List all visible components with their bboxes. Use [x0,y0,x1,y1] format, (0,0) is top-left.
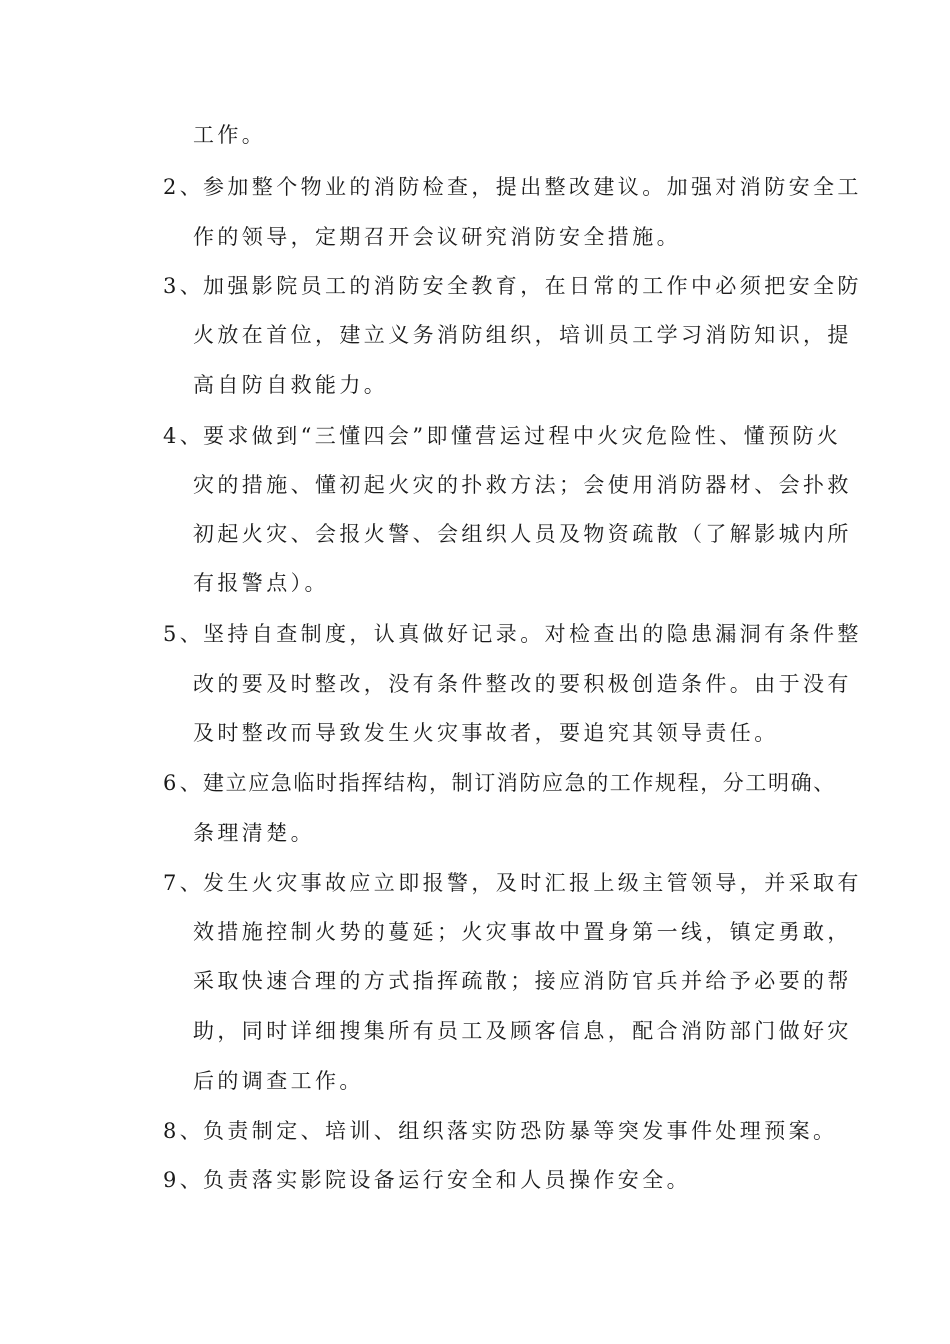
item-text-line: 及时整改而导致发生火灾事故者，要追究其领导责任。 [193,721,779,745]
item-text-line: 改的要及时整改，没有条件整改的要积极创造条件。由于没有 [193,672,852,696]
item-text-line: 初起火灾、会报火警、会组织人员及物资疏散（了解影城内所 [193,522,852,546]
item-text-line: 建立应急临时指挥结构，制订消防应急的工作规程，分工明确、 [203,771,836,795]
item-text-line: 参加整个物业的消防检查，提出整改建议。加强对消防安全工 [203,175,862,199]
item-text-line: 发生火灾事故应立即报警，及时汇报上级主管领导，并采取有 [203,871,862,895]
item-text-line: 要求做到“三懂四会”即懂营运过程中火灾危险性、懂预防火 [203,424,842,448]
item-text-line: 灾的措施、懂初起火灾的扑救方法；会使用消防器材、会扑救 [193,473,852,497]
item-number: 5、 [163,622,205,646]
item-number: 4、 [163,424,205,448]
item-number: 3、 [163,274,205,298]
item-number: 2、 [163,175,205,199]
item-text-line: 高自防自救能力。 [193,373,389,397]
item-text-line: 加强影院员工的消防安全教育，在日常的工作中必须把安全防 [203,274,862,298]
item-text-line: 有报警点）。 [193,571,329,595]
item-text-line: 负责落实影院设备运行安全和人员操作安全。 [203,1168,691,1192]
item-text-line: 后的调查工作。 [193,1069,364,1093]
item-number: 6、 [163,771,205,795]
item-text-line: 作的领导，定期召开会议研究消防安全措施。 [193,225,681,249]
item-text-line: 助，同时详细搜集所有员工及顾客信息，配合消防部门做好灾 [193,1019,852,1043]
item-text-line: 负责制定、培训、组织落实防恐防暴等突发事件处理预案。 [203,1119,838,1143]
item-number: 8、 [163,1119,205,1143]
item-text-line: 火放在首位，建立义务消防组织，培训员工学习消防知识，提 [193,323,852,347]
item-number: 7、 [163,871,205,895]
item-text-line: 坚持自查制度，认真做好记录。对检查出的隐患漏洞有条件整 [203,622,862,646]
continuation-line: 工作。 [193,123,267,147]
item-text-line: 效措施控制火势的蔓延；火灾事故中置身第一线，镇定勇敢， [193,920,852,944]
item-text-line: 条理清楚。 [193,821,315,845]
item-text-line: 采取快速合理的方式指挥疏散；接应消防官兵并给予必要的帮 [193,969,852,993]
item-number: 9、 [163,1168,205,1192]
